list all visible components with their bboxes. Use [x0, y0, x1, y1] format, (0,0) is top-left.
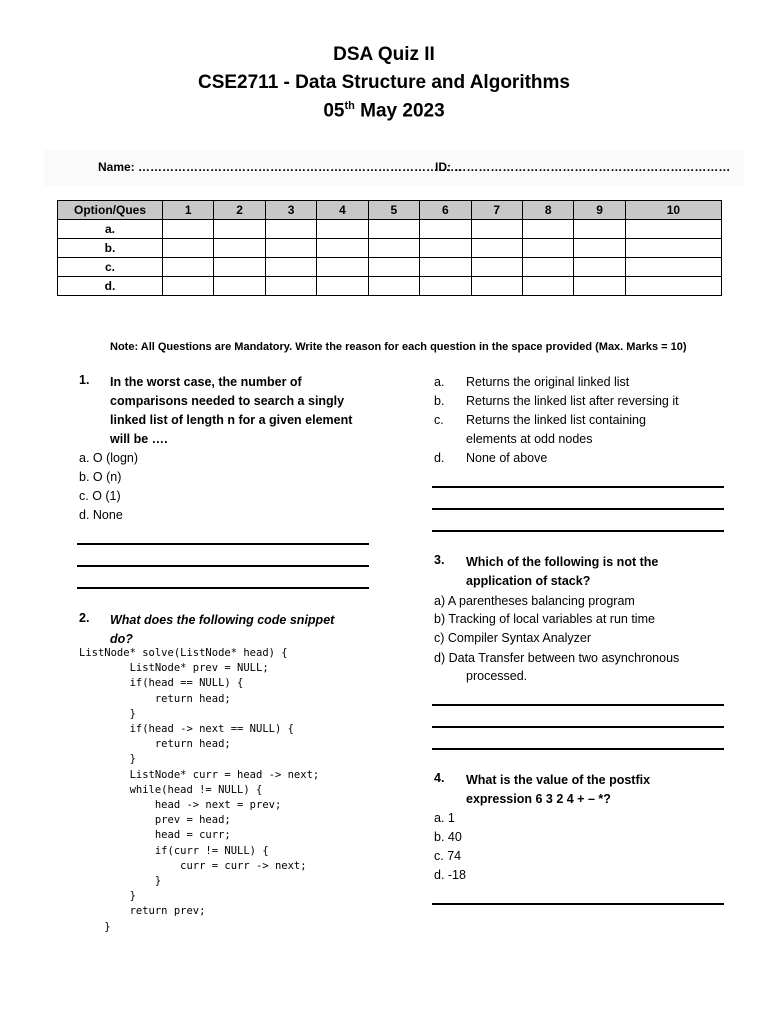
answer-cell[interactable] — [625, 239, 721, 258]
code-line: } — [79, 753, 136, 766]
answer-cell[interactable] — [368, 258, 419, 277]
q4-option-b[interactable]: b. 40 — [434, 830, 462, 844]
answer-cell[interactable] — [265, 220, 316, 239]
row-header: a. — [58, 220, 163, 239]
course-title: CSE2711 - Data Structure and Algorithms — [197, 72, 570, 93]
answer-cell[interactable] — [471, 258, 522, 277]
q4-line: What is the value of the postfix — [466, 773, 651, 787]
q1-option-a[interactable]: a. O (logn) — [79, 451, 139, 465]
answer-cell[interactable] — [471, 277, 522, 296]
table-row — [58, 239, 722, 258]
q4-text — [466, 771, 726, 809]
code-line: } — [79, 707, 136, 720]
id-field[interactable]: ID: …………………………………………………………… — [435, 160, 731, 174]
quiz-title: DSA Quiz II — [333, 44, 435, 65]
q2-answer-line-1[interactable] — [432, 486, 724, 488]
answer-cell[interactable] — [317, 258, 368, 277]
code-line: ListNode* curr = head -> next; — [79, 768, 320, 781]
table-row — [58, 277, 722, 296]
q2-number: 2. — [79, 611, 90, 625]
answer-cell[interactable] — [265, 277, 316, 296]
q2-option-b[interactable]: Returns the linked list after reversing it — [466, 394, 679, 408]
answer-cell[interactable] — [420, 277, 471, 296]
q4-answer-line-1[interactable] — [432, 903, 724, 905]
column-header: 8 — [522, 201, 573, 220]
q4-line: expression 6 3 2 4 + – *? — [466, 792, 611, 806]
answer-cell[interactable] — [625, 277, 721, 296]
code-line: head -> next = prev; — [79, 799, 282, 812]
q2-option-d-letter: d. — [434, 451, 445, 465]
q1-line: comparisons needed to search a singly — [110, 394, 345, 408]
column-header: 3 — [265, 201, 316, 220]
code-line: prev = head; — [79, 814, 231, 827]
q2-option-a[interactable]: Returns the original linked list — [466, 375, 630, 389]
q2-option-c-cont: elements at odd nodes — [466, 432, 593, 446]
q4-number: 4. — [434, 771, 445, 785]
q3-text — [466, 553, 726, 591]
row-header: b. — [58, 239, 163, 258]
answer-cell[interactable] — [163, 220, 214, 239]
q4-option-a[interactable]: a. 1 — [434, 811, 455, 825]
code-line: ListNode* prev = NULL; — [79, 662, 269, 675]
q2-text — [110, 611, 380, 649]
code-line: ListNode* solve(ListNode* head) { — [79, 647, 288, 659]
q3-option-d[interactable]: d) Data Transfer between two asynchronous — [434, 651, 680, 665]
q3-option-b[interactable]: b) Tracking of local variables at run time — [434, 612, 655, 626]
q2-line: What does the following code snippet — [110, 613, 335, 627]
q3-line: application of stack? — [466, 574, 591, 588]
q2-answer-line-3[interactable] — [432, 530, 724, 532]
code-line: } — [79, 875, 162, 888]
q1-line: will be …. — [110, 432, 168, 446]
q3-answer-line-3[interactable] — [432, 748, 724, 750]
q2-line: do? — [110, 632, 133, 646]
answer-cell[interactable] — [471, 239, 522, 258]
q3-number: 3. — [434, 553, 445, 567]
answer-cell[interactable] — [317, 220, 368, 239]
q2-option-b-letter: b. — [434, 394, 445, 408]
column-header: 5 — [368, 201, 419, 220]
column-header: 6 — [420, 201, 471, 220]
answer-cell[interactable] — [368, 277, 419, 296]
answer-cell[interactable] — [163, 258, 214, 277]
q1-answer-line-3[interactable] — [77, 587, 369, 589]
answer-cell[interactable] — [317, 277, 368, 296]
date-rest: May 2023 — [354, 100, 445, 122]
answer-cell[interactable] — [522, 239, 573, 258]
answer-cell[interactable] — [265, 239, 316, 258]
answer-cell[interactable] — [574, 239, 625, 258]
q1-line: linked list of length n for a given element — [110, 413, 353, 427]
answer-table-corner: Option/Ques — [58, 201, 163, 220]
q2-option-c-letter: c. — [434, 413, 444, 427]
q2-option-c[interactable]: Returns the linked list containing — [466, 413, 646, 427]
answer-cell[interactable] — [625, 258, 721, 277]
q2-answer-line-2[interactable] — [432, 508, 724, 510]
code-line: while(head != NULL) { — [79, 783, 263, 796]
answer-cell[interactable] — [214, 220, 265, 239]
q4-option-d[interactable]: d. -18 — [434, 868, 466, 882]
code-line: curr = curr -> next; — [79, 859, 307, 872]
code-line: } — [79, 920, 111, 933]
column-header: 2 — [214, 201, 265, 220]
q2-option-d[interactable]: None of above — [466, 451, 548, 465]
q4-option-c[interactable]: c. 74 — [434, 849, 462, 863]
code-line: return prev; — [79, 905, 206, 918]
q3-option-c[interactable]: c) Compiler Syntax Analyzer — [434, 631, 592, 645]
column-header: 1 — [163, 201, 214, 220]
row-header: c. — [58, 258, 163, 277]
code-line: if(head == NULL) { — [79, 677, 244, 690]
date-day: 05 — [323, 100, 345, 122]
answer-cell[interactable] — [368, 220, 419, 239]
q1-number: 1. — [79, 373, 90, 387]
code-line: if(curr != NULL) { — [79, 844, 269, 857]
column-header: 10 — [625, 201, 721, 220]
answer-cell[interactable] — [522, 220, 573, 239]
q1-option-c[interactable]: c. O (1) — [79, 489, 121, 503]
answer-cell[interactable] — [163, 277, 214, 296]
code-line: if(head -> next == NULL) { — [79, 723, 294, 736]
code-line: } — [79, 890, 136, 903]
row-header: d. — [58, 277, 163, 296]
answer-table-header — [58, 201, 722, 220]
date-suffix: th — [344, 100, 355, 112]
table-row — [58, 258, 722, 277]
answer-cell[interactable] — [317, 239, 368, 258]
q3-answer-line-2[interactable] — [432, 726, 724, 728]
answer-cell[interactable] — [420, 239, 471, 258]
answer-cell[interactable] — [420, 220, 471, 239]
q3-option-a[interactable]: a) A parentheses balancing program — [434, 594, 635, 608]
answer-cell[interactable] — [214, 239, 265, 258]
name-field[interactable]: Name: ……………………………………………………………………… — [98, 160, 463, 174]
answer-cell[interactable] — [163, 239, 214, 258]
q3-option-d-cont: processed. — [466, 669, 528, 683]
answer-cell[interactable] — [214, 277, 265, 296]
column-header: 7 — [471, 201, 522, 220]
code-line: return head; — [79, 692, 231, 705]
quiz-date — [0, 100, 768, 122]
answer-cell[interactable] — [471, 220, 522, 239]
answer-cell[interactable] — [574, 258, 625, 277]
answer-cell[interactable] — [574, 220, 625, 239]
column-header: 4 — [317, 201, 368, 220]
answer-table — [57, 200, 722, 296]
answer-cell[interactable] — [574, 277, 625, 296]
q1-answer-line-1[interactable] — [77, 543, 369, 545]
table-row — [58, 220, 722, 239]
code-line: return head; — [79, 738, 231, 751]
code-line: head = curr; — [79, 829, 231, 842]
column-header: 9 — [574, 201, 625, 220]
q1-option-b[interactable]: b. O (n) — [79, 470, 122, 484]
q1-text — [110, 373, 400, 449]
answer-cell[interactable] — [214, 258, 265, 277]
answer-cell[interactable] — [368, 239, 419, 258]
q1-answer-line-2[interactable] — [77, 565, 369, 567]
answer-cell[interactable] — [420, 258, 471, 277]
q3-answer-line-1[interactable] — [432, 704, 724, 706]
q1-option-d[interactable]: d. None — [79, 508, 123, 522]
answer-cell[interactable] — [522, 258, 573, 277]
code-snippet — [79, 646, 319, 935]
q3-line: Which of the following is not the — [466, 555, 659, 569]
q2-option-a-letter: a. — [434, 375, 445, 389]
answer-cell[interactable] — [625, 220, 721, 239]
answer-cell[interactable] — [265, 258, 316, 277]
q1-line: In the worst case, the number of — [110, 375, 302, 389]
instructions-note: Note: All Questions are Mandatory. Write the reason for each question in the space provided (Max. Marks = 10) — [110, 341, 687, 353]
answer-cell[interactable] — [522, 277, 573, 296]
